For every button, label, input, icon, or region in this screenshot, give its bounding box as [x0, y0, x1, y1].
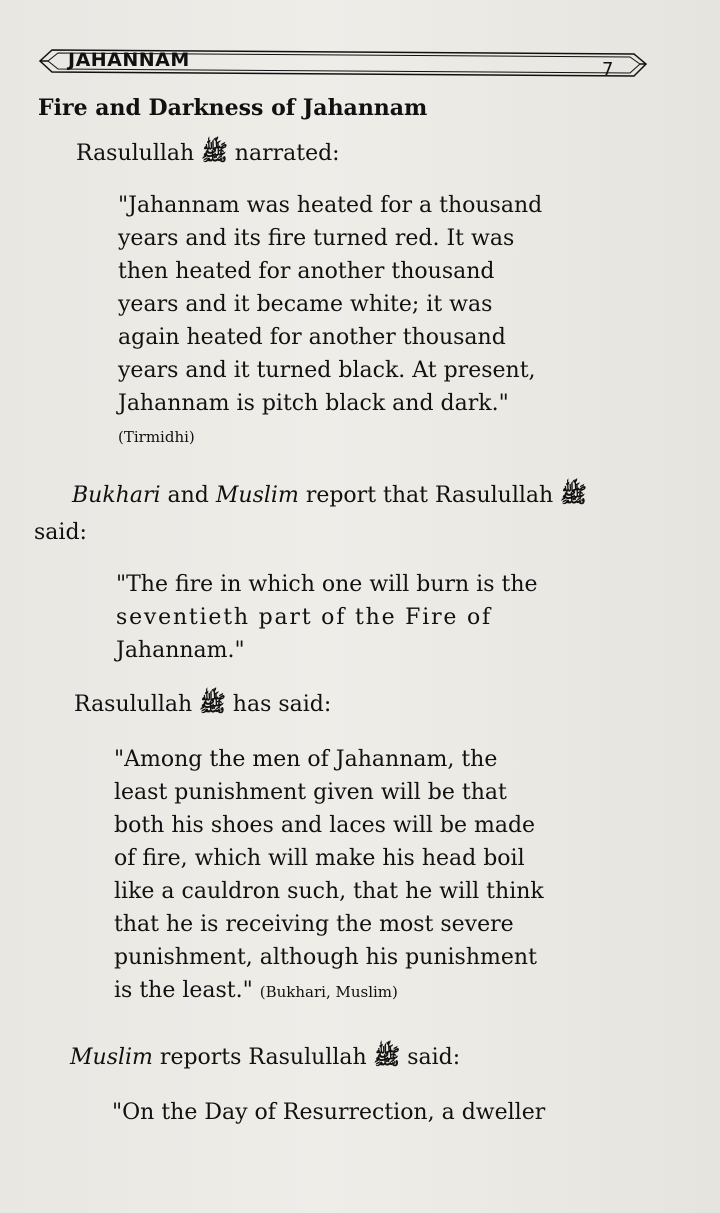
quote-line: [114, 974, 544, 1009]
section-title: Fire and Darkness of Jahannam: [38, 95, 428, 121]
narration-verb: has said:: [232, 692, 332, 717]
narrator-name: Rasulullah: [76, 141, 195, 166]
quote-line: again heated for another thousand: [118, 325, 506, 350]
source-name: Bukhari: [72, 483, 161, 508]
narration-intro: [74, 690, 331, 722]
quote-line: years and it became white; it was: [118, 292, 493, 317]
quote-line: Jahannam is pitch black and dark.": [118, 391, 509, 416]
hadith-quote: [116, 568, 538, 667]
running-header: [38, 46, 650, 80]
narration-intro: [76, 139, 340, 171]
hadith-quote: [118, 189, 542, 420]
source-name: Muslim: [70, 1045, 153, 1070]
quote-line: years and it turned black. At present,: [118, 358, 536, 383]
narration-intro: [70, 1043, 460, 1075]
quote-line: both his shoes and laces will be made: [114, 813, 536, 838]
hadith-citation: (Tirmidhi): [118, 428, 195, 446]
salutation-symbol: ﷺ: [373, 1044, 401, 1070]
narration-intro: [72, 481, 587, 513]
quote-line: least punishment given will be that: [114, 780, 507, 805]
narration-verb: said:: [34, 520, 87, 545]
quote-line: then heated for another thousand: [118, 259, 495, 284]
quote-line: years and its fire turned red. It was: [118, 226, 515, 251]
narration-verb: narrated:: [234, 141, 340, 166]
narration-verb: said:: [407, 1045, 461, 1070]
salutation-symbol: ﷺ: [201, 140, 228, 166]
quote-line: seventieth part of the Fire of: [116, 605, 492, 630]
salutation-symbol: ﷺ: [199, 691, 226, 717]
hadith-quote: [112, 1096, 545, 1129]
quote-text: is the least.": [114, 978, 253, 1003]
quote-line: "Among the men of Jahannam, the: [114, 747, 498, 772]
quote-line: punishment, although his punishment: [114, 945, 537, 970]
salutation-symbol: ﷺ: [560, 482, 587, 508]
page-number: 7: [602, 59, 614, 80]
narration-verb: report that Rasulullah: [305, 483, 554, 508]
quote-line: "Jahannam was heated for a thousand: [118, 193, 543, 218]
quote-line: like a cauldron such, that he will think: [114, 879, 544, 904]
quote-line: "The fire in which one will burn is the: [116, 572, 538, 597]
quote-line: Jahannam.": [116, 638, 245, 663]
quote-line: that he is receiving the most severe: [114, 912, 514, 937]
hadith-citation: (Bukhari, Muslim): [259, 983, 398, 1001]
source-name: Muslim: [215, 483, 299, 508]
quote-line: of fire, which will make his head boil: [114, 846, 525, 871]
conjunction: and: [167, 483, 209, 508]
narrator-name: Rasulullah: [74, 692, 193, 717]
narration-verb: reports Rasulullah: [159, 1045, 367, 1070]
running-header-title: JAHANNAM: [68, 49, 190, 71]
hadith-quote: [114, 743, 544, 1009]
quote-line: "On the Day of Resurrection, a dweller: [112, 1100, 546, 1125]
